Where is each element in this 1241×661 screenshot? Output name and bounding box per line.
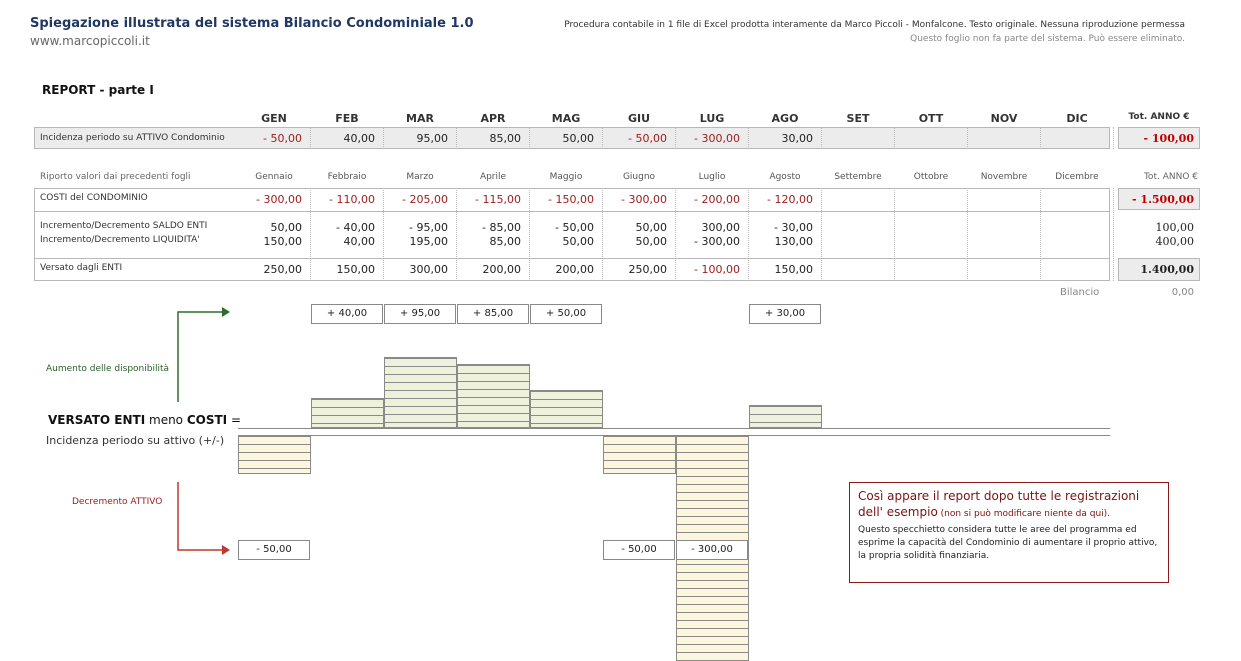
saldo_enti-cell: - 95,00 xyxy=(409,221,448,234)
liquidita-cell: 40,00 xyxy=(343,235,375,248)
chart-neg-label: - 50,00 xyxy=(603,540,675,560)
costi-cell: - 205,00 xyxy=(402,193,448,206)
column-separator xyxy=(967,188,968,281)
decremento-label: Decremento ATTIVO xyxy=(72,497,163,507)
month-header-set: SET xyxy=(846,112,870,125)
note-main-text: Così appare il report dopo tutte le registrazioni dell' esempio xyxy=(858,489,1140,519)
liquidita-cell: 150,00 xyxy=(263,235,302,248)
incidenza-cell: 40,00 xyxy=(343,132,375,145)
versato-meno-costi-label: VERSATO ENTI meno COSTI = xyxy=(48,413,242,427)
riporto-month-1: Febbraio xyxy=(327,172,367,182)
chart-pos-label: + 40,00 xyxy=(311,304,383,324)
saldo-enti-label: Incremento/Decremento SALDO ENTI xyxy=(40,221,208,231)
saldo_enti-cell: - 40,00 xyxy=(336,221,375,234)
costi-cell: - 300,00 xyxy=(621,193,667,206)
app-title: Spiegazione illustrata del sistema Bilancio Condominiale 1.0 xyxy=(30,16,474,31)
riporto-month-0: Gennaio xyxy=(255,172,293,182)
chart-bar-5 xyxy=(603,436,676,474)
versato-cell: 150,00 xyxy=(336,263,375,276)
riporto-month-2: Marzo xyxy=(406,172,434,182)
column-separator xyxy=(1040,188,1041,281)
costi-cell: - 150,00 xyxy=(548,193,594,206)
column-separator xyxy=(821,188,822,281)
liquidita-cell: 195,00 xyxy=(409,235,448,248)
riporto-label: Riporto valori dai precedenti fogli xyxy=(40,172,191,182)
month-header-giu: GIU xyxy=(627,112,651,125)
note-body-text: Questo specchietto considera tutte le aree del programma ed esprime la capacità del Condominio di aumentare il proprio attivo, la propria solidità finanziaria. xyxy=(858,525,1158,561)
versato-cell: 200,00 xyxy=(482,263,521,276)
column-separator xyxy=(894,188,895,281)
riporto-month-6: Luglio xyxy=(698,172,726,182)
liquidita-cell: - 300,00 xyxy=(694,235,740,248)
riporto-month-3: Aprile xyxy=(479,172,507,182)
month-header-mag: MAG xyxy=(551,112,581,125)
incidenza-cell: 30,00 xyxy=(781,132,813,145)
saldo_enti-cell: - 85,00 xyxy=(482,221,521,234)
column-separator xyxy=(1040,127,1041,149)
riporto-month-10: Novembre xyxy=(980,172,1028,182)
chart-bar-1 xyxy=(311,398,384,428)
costi-label: COSTI del CONDOMINIO xyxy=(40,193,148,203)
riporto-total-header: Tot. ANNO € xyxy=(1143,172,1198,182)
column-separator xyxy=(967,127,968,149)
versato-total: 1.400,00 xyxy=(1140,263,1194,276)
versato-cell: 150,00 xyxy=(774,263,813,276)
copyright-line-2: Questo foglio non fa parte del sistema. Può essere eliminato. xyxy=(910,34,1185,44)
liquidita-cell: 130,00 xyxy=(774,235,813,248)
costi-cell: - 300,00 xyxy=(256,193,302,206)
incidenza-cell: 50,00 xyxy=(562,132,594,145)
liquidita-cell: 50,00 xyxy=(635,235,667,248)
incidenza-attivo-label: Incidenza periodo su attivo (+/-) xyxy=(46,434,225,447)
liquidita-total: 400,00 xyxy=(1155,235,1194,248)
total-header: Tot. ANNO € xyxy=(1128,112,1190,122)
month-header-dic: DIC xyxy=(1066,112,1088,125)
copyright-line-1: Procedura contabile in 1 file di Excel prodotta interamente da Marco Piccoli - Monfalcone. Testo originale. Nessuna riproduzione permessa xyxy=(564,20,1185,30)
costi-cell: - 120,00 xyxy=(767,193,813,206)
month-header-ago: AGO xyxy=(771,112,799,125)
month-header-lug: LUG xyxy=(699,112,725,125)
down-arrow-icon xyxy=(178,482,230,555)
saldo_enti-cell: 300,00 xyxy=(701,221,740,234)
copyright-note xyxy=(564,18,1185,46)
chart-neg-label: - 50,00 xyxy=(238,540,310,560)
chart-pos-label: + 85,00 xyxy=(457,304,529,324)
incidenza-cell: 85,00 xyxy=(489,132,521,145)
aumento-label: Aumento delle disponibilità xyxy=(46,364,169,374)
month-header-mar: MAR xyxy=(406,112,434,125)
chart-bar-7 xyxy=(749,405,822,428)
chart-neg-label: - 300,00 xyxy=(676,540,748,560)
versato-cell: - 100,00 xyxy=(694,263,740,276)
saldo_enti-cell: 50,00 xyxy=(270,221,302,234)
saldo-enti-total: 100,00 xyxy=(1155,221,1194,234)
incidenza-label: Incidenza periodo su ATTIVO Condominio xyxy=(40,133,225,143)
liquidita-cell: 50,00 xyxy=(562,235,594,248)
chart-bar-2 xyxy=(384,357,457,428)
costi-total: - 1.500,00 xyxy=(1132,193,1194,206)
saldo_enti-cell: - 50,00 xyxy=(555,221,594,234)
month-header-nov: NOV xyxy=(990,112,1018,125)
column-separator xyxy=(1113,188,1114,281)
incidenza-cell: - 50,00 xyxy=(628,132,667,145)
versato-cell: 200,00 xyxy=(555,263,594,276)
chart-bar-0 xyxy=(238,436,311,474)
website-link[interactable]: www.marcopiccoli.it xyxy=(30,34,150,48)
chart-bar-4 xyxy=(530,390,603,428)
versato-label: Versato dagli ENTI xyxy=(40,263,123,273)
saldo_enti-cell: - 30,00 xyxy=(774,221,813,234)
versato-cell: 250,00 xyxy=(628,263,667,276)
incidenza-cell: 95,00 xyxy=(416,132,448,145)
bilancio-value: 0,00 xyxy=(1171,287,1194,298)
month-header-feb: FEB xyxy=(335,112,359,125)
riporto-month-5: Giugno xyxy=(622,172,656,182)
column-separator xyxy=(1113,127,1114,149)
arrows xyxy=(170,302,230,562)
month-header-ott: OTT xyxy=(918,112,944,125)
liquidita-cell: 85,00 xyxy=(489,235,521,248)
incidenza-total: - 100,00 xyxy=(1143,132,1194,145)
riporto-month-9: Ottobre xyxy=(913,172,949,182)
costi-cell: - 110,00 xyxy=(329,193,375,206)
chart-pos-label: + 30,00 xyxy=(749,304,821,324)
up-arrow-icon xyxy=(178,307,230,402)
riporto-month-8: Settembre xyxy=(834,172,882,182)
month-header-apr: APR xyxy=(480,112,506,125)
chart-bar-3 xyxy=(457,364,530,428)
note-paren-text: (non si può modificare niente da qui). xyxy=(937,509,1111,519)
info-note xyxy=(849,482,1169,583)
bilancio-label: Bilancio xyxy=(1060,287,1100,298)
versato-cell: 300,00 xyxy=(409,263,448,276)
riporto-month-7: Agosto xyxy=(769,172,801,182)
chart-pos-label: + 50,00 xyxy=(530,304,602,324)
liquidita-label: Incremento/Decremento LIQUIDITA' xyxy=(40,235,200,245)
column-separator xyxy=(894,127,895,149)
incidenza-cell: - 300,00 xyxy=(694,132,740,145)
chart-axis-top xyxy=(238,428,1110,429)
saldo_enti-cell: 50,00 xyxy=(635,221,667,234)
versato-cell: 250,00 xyxy=(263,263,302,276)
report-title: REPORT - parte I xyxy=(42,83,154,97)
riporto-month-11: Dicembre xyxy=(1055,172,1099,182)
incidenza-cell: - 50,00 xyxy=(263,132,302,145)
chart-pos-label: + 95,00 xyxy=(384,304,456,324)
column-separator xyxy=(821,127,822,149)
month-header-gen: GEN xyxy=(261,112,287,125)
costi-cell: - 200,00 xyxy=(694,193,740,206)
riporto-month-4: Maggio xyxy=(549,172,583,182)
costi-cell: - 115,00 xyxy=(475,193,521,206)
